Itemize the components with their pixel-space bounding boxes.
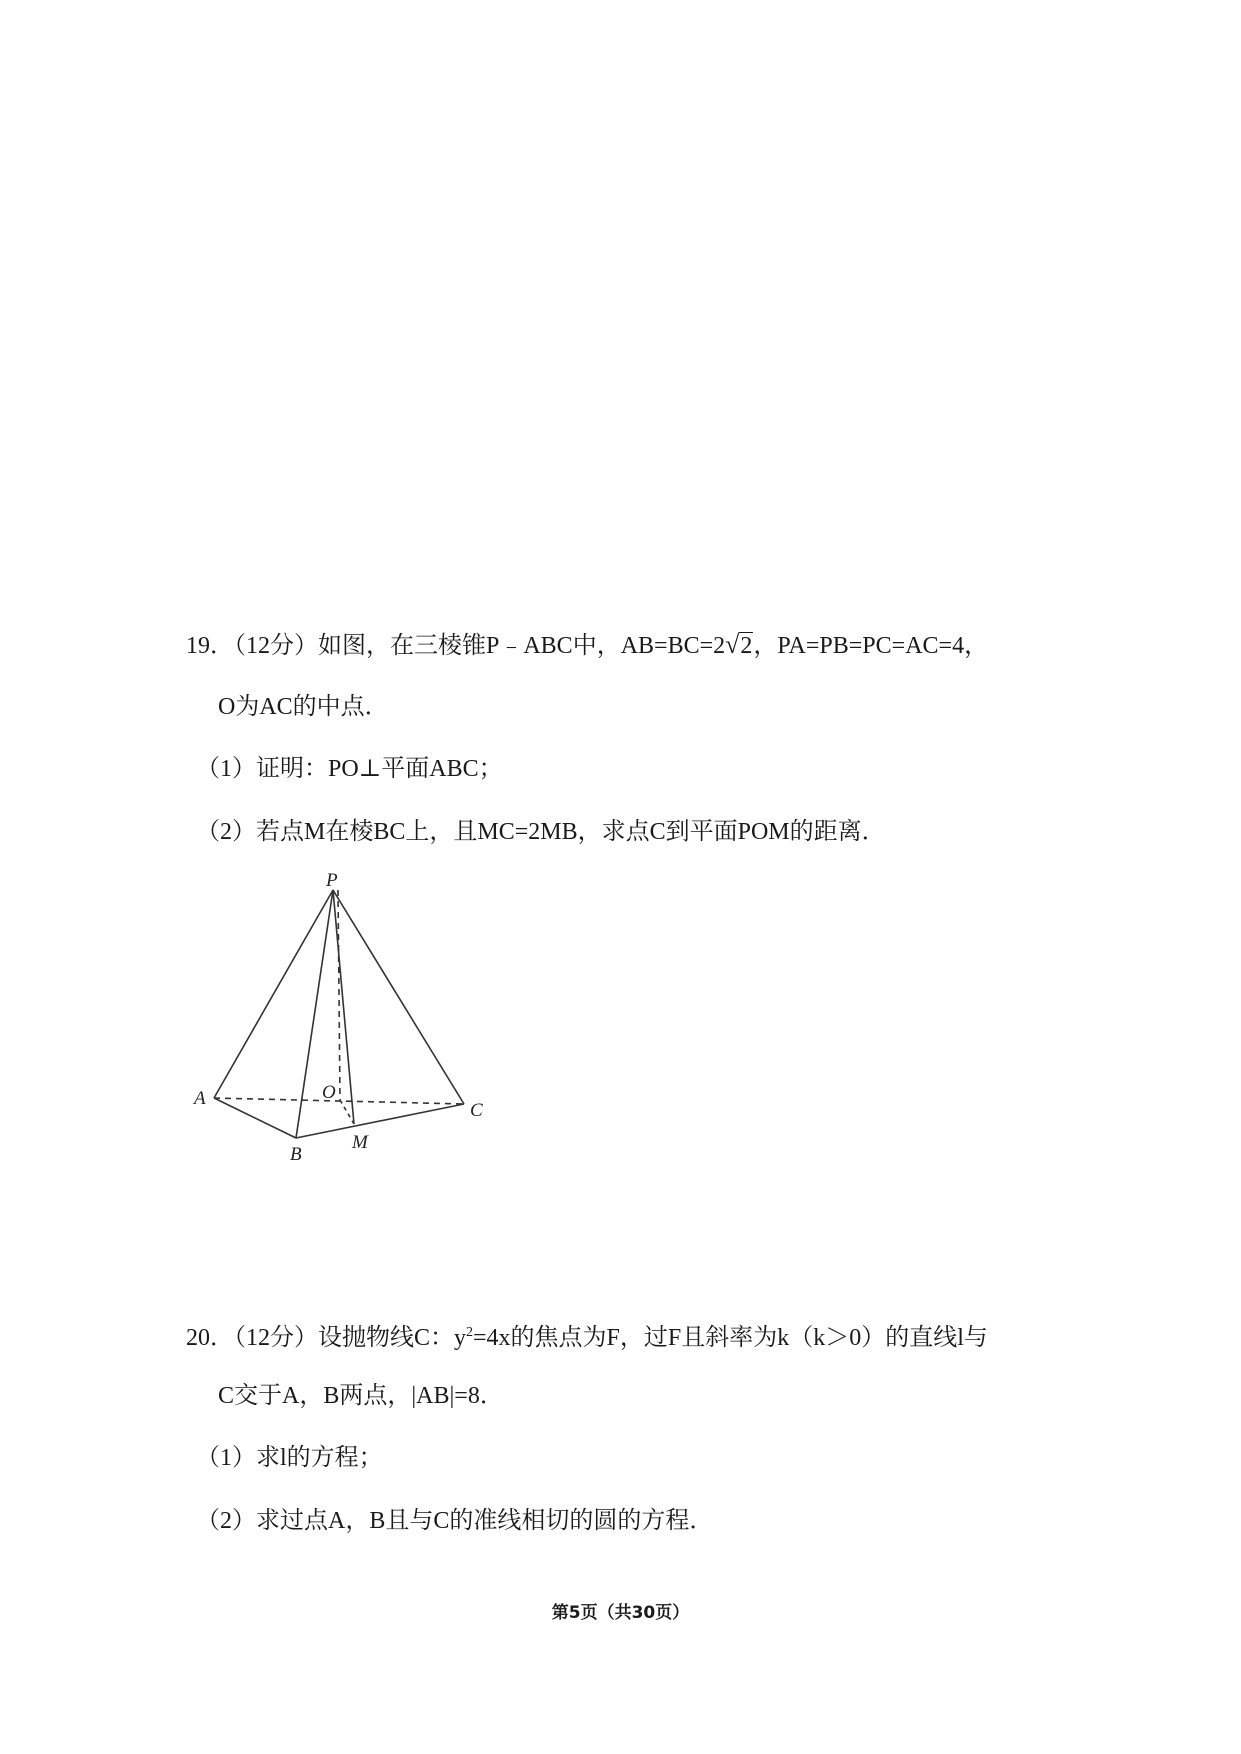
q20-line1-prefix: 20．（12分）设抛物线C：y [186, 1325, 467, 1351]
q20-line2: C交于A，B两点，|AB|=8． [218, 1383, 504, 1409]
edge-PA [214, 890, 333, 1098]
edge-AB [214, 1098, 296, 1138]
q19-line1 [186, 630, 988, 661]
q19-part2: （2）若点M在棱BC上，且MC=2MB，求点C到平面POM的距离． [196, 819, 886, 845]
q20-line1-suffix: =4x的焦点为F，过F且斜率为k（k＞0）的直线l与 [473, 1325, 988, 1351]
label-M: M [352, 1132, 368, 1153]
page-footer: 第5页（共30页） [551, 1603, 690, 1623]
q20-exponent: 2 [466, 1325, 474, 1340]
q20-line1 [186, 1318, 988, 1353]
label-P: P [326, 872, 338, 891]
q19-sqrt-value: 2 [740, 633, 753, 659]
label-O: O [322, 1082, 336, 1103]
pyramid-diagram [186, 872, 496, 1172]
pyramid-figure [186, 872, 496, 1177]
edge-PM [333, 890, 354, 1124]
sqrt-symbol: √2 [725, 630, 753, 659]
q19-line2: O为AC的中点． [218, 694, 389, 720]
edge-AC-hidden [214, 1098, 464, 1104]
q19-line1-suffix: ，PA=PB=PC=AC=4， [753, 633, 989, 659]
edge-PO-hidden [338, 890, 340, 1100]
label-C: C [470, 1100, 483, 1121]
label-A: A [194, 1088, 206, 1109]
q19-line1-prefix: 19．（12分）如图，在三棱锥P﹣ABC中，AB=BC=2 [186, 633, 726, 659]
q20-part2: （2）求过点A，B且与C的准线相切的圆的方程． [196, 1508, 714, 1534]
edge-BC [296, 1104, 464, 1138]
label-B: B [290, 1144, 302, 1165]
q20-part1: （1）求l的方程； [196, 1445, 383, 1471]
edge-PC [333, 890, 464, 1104]
q19-part1: （1）证明：PO⊥平面ABC； [196, 756, 503, 782]
